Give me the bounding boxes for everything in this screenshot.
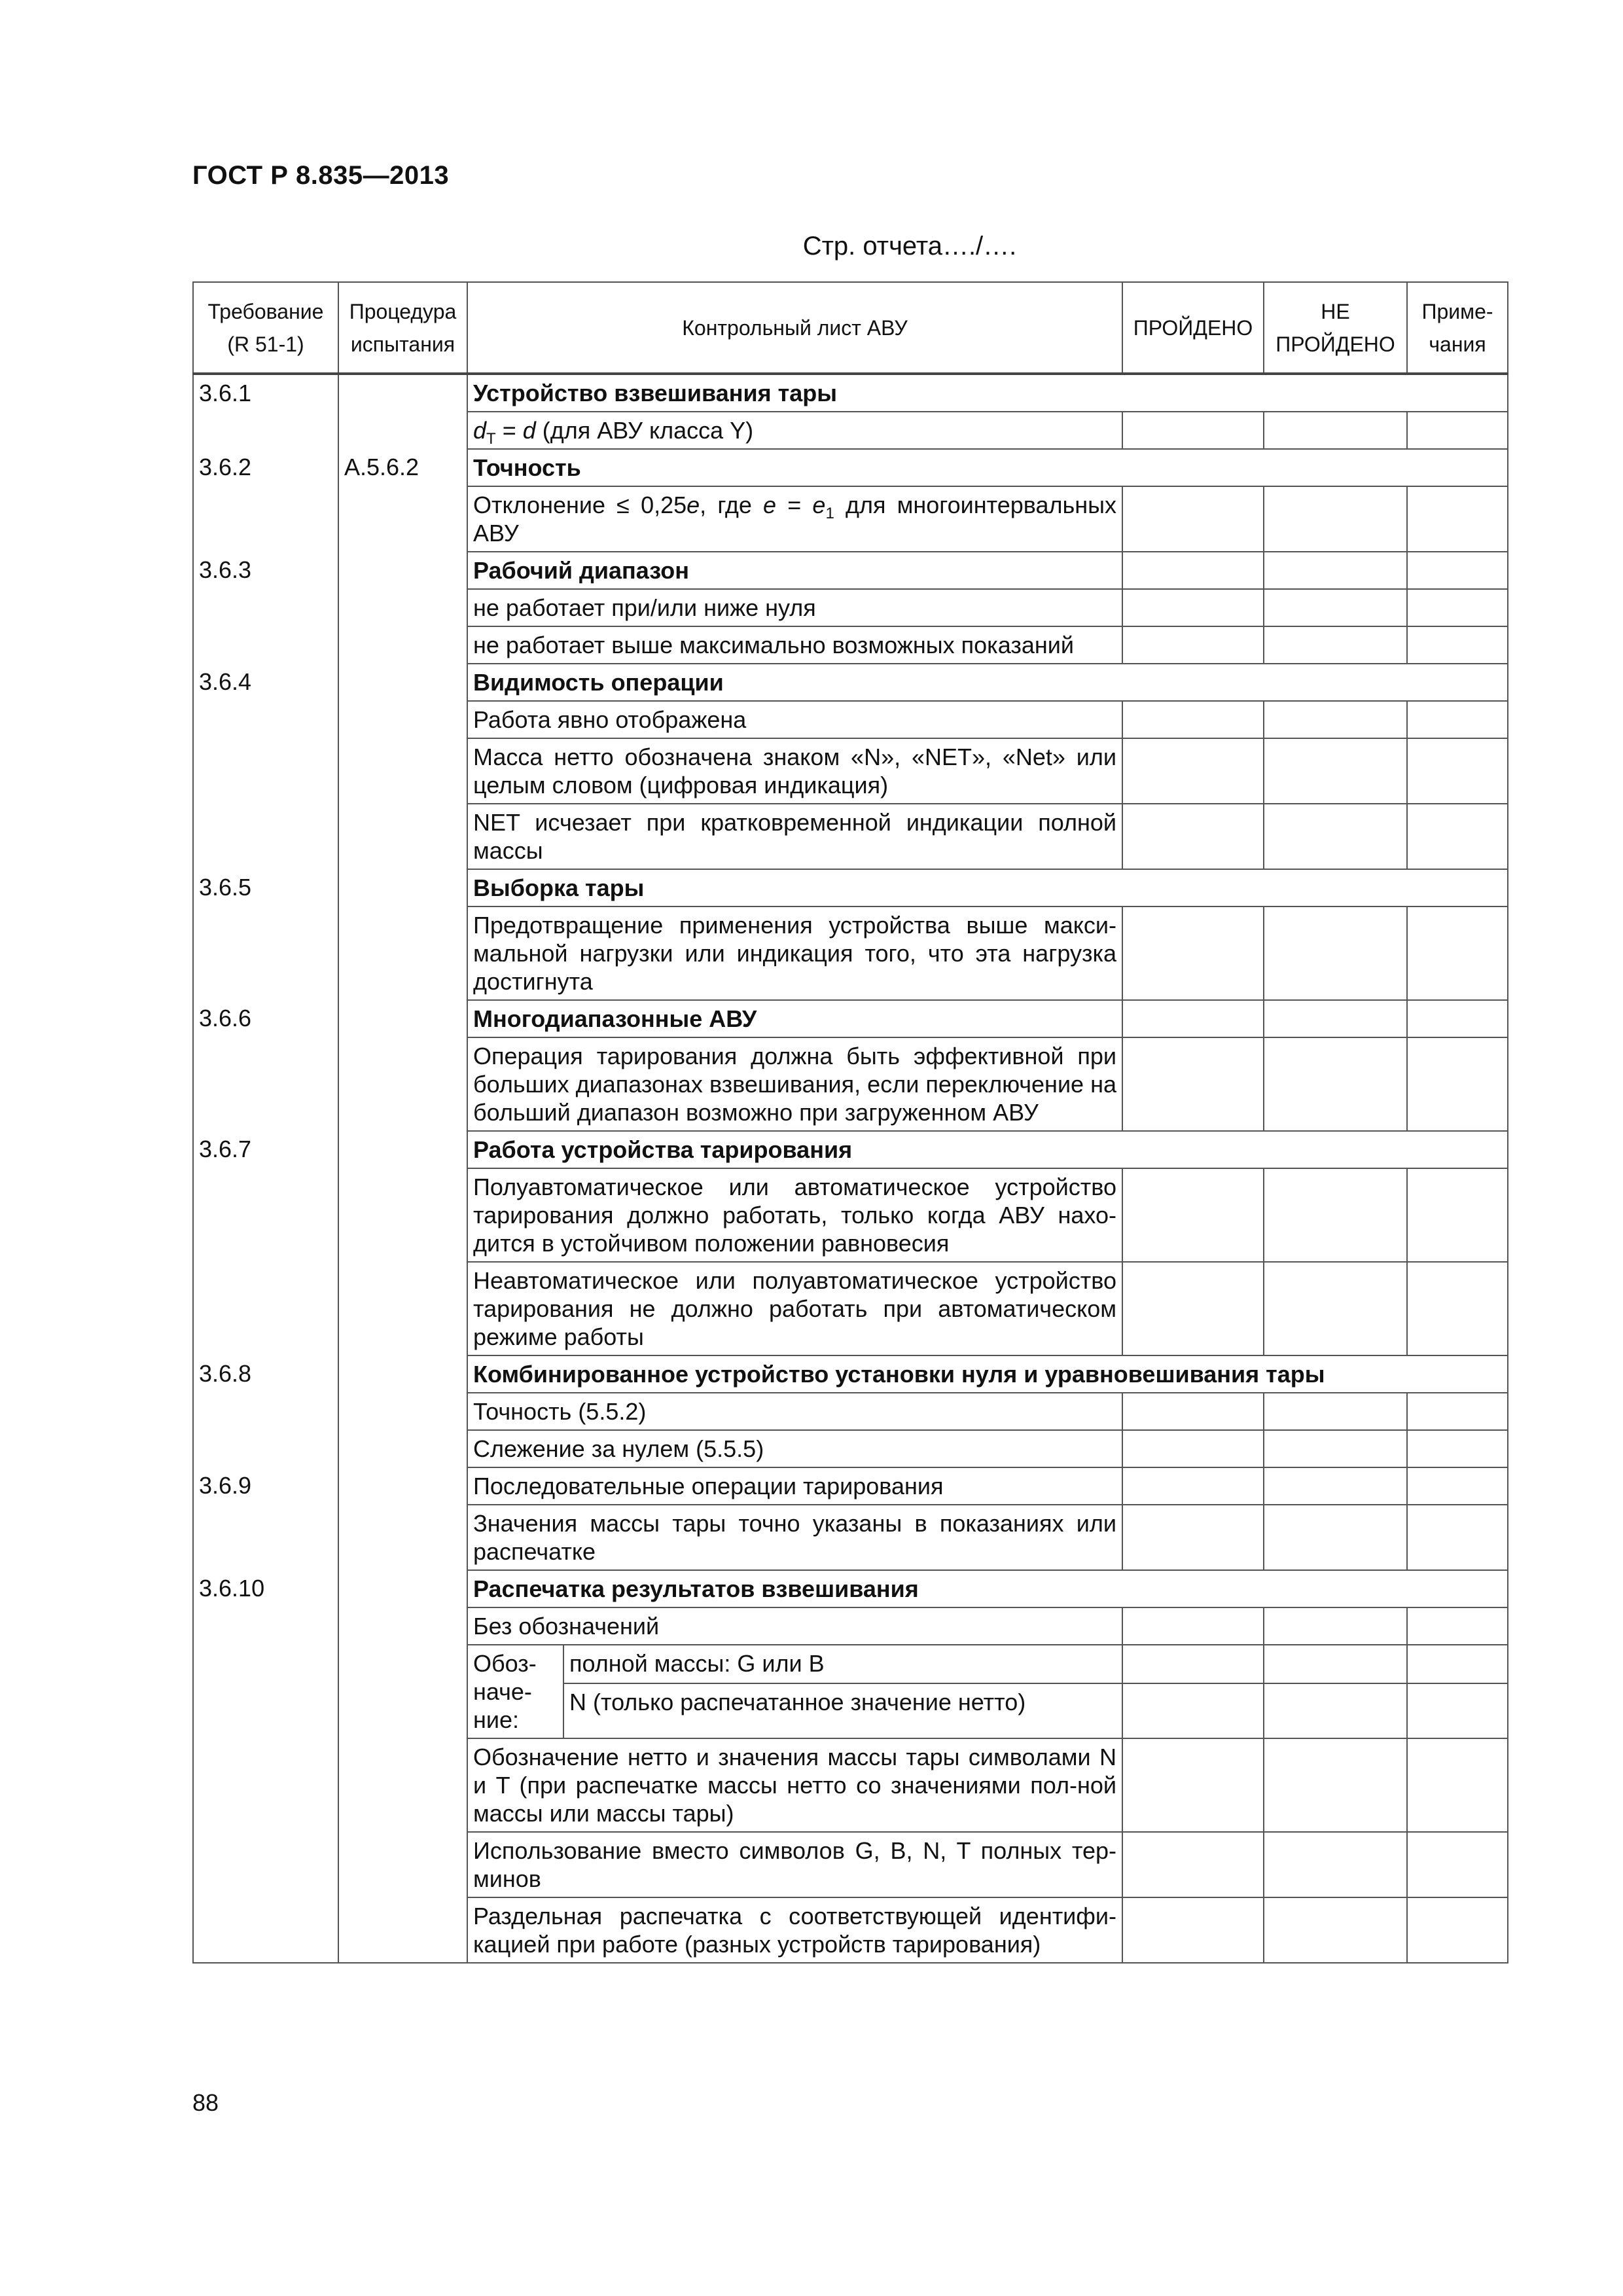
section-heading: Распечатка результатов взвешивания [467, 1570, 1508, 1607]
checklist-item: Последовательные операции тарирования [467, 1467, 1122, 1505]
notes-cell[interactable] [1407, 1000, 1508, 1037]
not-passed-checkbox[interactable] [1264, 701, 1407, 738]
checklist-item: $d_Т = d$ (для АВУ класса Y) [467, 412, 1122, 449]
passed-checkbox[interactable] [1122, 1393, 1264, 1430]
table-row [193, 1262, 1508, 1355]
not-passed-checkbox[interactable] [1264, 1037, 1407, 1131]
checklist-item: Раздельная распечатка с соответствующей идентифи-кацией при работе (разных устройств тарирования) [467, 1897, 1122, 1963]
notes-cell[interactable] [1407, 1607, 1508, 1645]
checklist-item: Обозначение нетто и значения массы тары символами N и T (при распечатке массы нетто со значениями пол-ной массы или массы тары) [467, 1738, 1122, 1832]
passed-checkbox[interactable] [1122, 1738, 1264, 1832]
table-row [193, 1000, 1508, 1037]
passed-checkbox[interactable] [1122, 1037, 1264, 1131]
passed-checkbox[interactable] [1122, 626, 1264, 664]
table-row [193, 1168, 1508, 1262]
requirement-cell: 3.6.10 [193, 1570, 338, 1607]
notes-cell[interactable] [1407, 804, 1508, 869]
checklist-item: не работает при/или ниже нуля [467, 589, 1122, 626]
requirement-cell: 3.6.2 [193, 449, 338, 486]
table-row [193, 1570, 1508, 1607]
passed-checkbox[interactable] [1122, 701, 1264, 738]
passed-checkbox[interactable] [1122, 412, 1264, 449]
procedure-cell [338, 374, 467, 412]
notes-cell[interactable] [1407, 1897, 1508, 1963]
notes-cell[interactable] [1407, 1832, 1508, 1897]
notes-cell[interactable] [1407, 1683, 1508, 1738]
procedure-cell: A.5.6.2 [338, 449, 467, 486]
not-passed-checkbox[interactable] [1264, 1430, 1407, 1467]
section-heading: Видимость операции [467, 664, 1508, 701]
notes-cell[interactable] [1407, 412, 1508, 449]
checklist-item: Значения массы тары точно указаны в показаниях или распечатке [467, 1505, 1122, 1570]
col-header-not-passed: НЕ ПРОЙДЕНО [1264, 282, 1407, 374]
not-passed-checkbox[interactable] [1264, 1897, 1407, 1963]
section-heading: Рабочий диапазон [467, 552, 1122, 589]
not-passed-checkbox[interactable] [1264, 552, 1407, 589]
table-row [193, 738, 1508, 804]
table-row [193, 906, 1508, 1000]
not-passed-checkbox[interactable] [1264, 1262, 1407, 1355]
col-header-requirement: Требование (R 51-1) [193, 282, 338, 374]
not-passed-checkbox[interactable] [1264, 1467, 1407, 1505]
passed-checkbox[interactable] [1122, 1897, 1264, 1963]
table-row [193, 1355, 1508, 1393]
checklist-item: Масса нетто обозначена знаком «N», «NET», «Net» или целым словом (цифровая индикация) [467, 738, 1122, 804]
page-number: 88 [192, 2089, 219, 2116]
table-row [193, 1467, 1508, 1505]
table-row [193, 449, 1508, 486]
designation-label: Обоз-наче-ние: [467, 1645, 563, 1738]
passed-checkbox[interactable] [1122, 1645, 1264, 1683]
requirement-cell: 3.6.1 [193, 374, 338, 412]
section-heading: Точность [467, 449, 1508, 486]
requirement-cell: 3.6.6 [193, 1000, 338, 1037]
not-passed-checkbox[interactable] [1264, 1832, 1407, 1897]
not-passed-checkbox[interactable] [1264, 906, 1407, 1000]
requirement-cell: 3.6.8 [193, 1355, 338, 1393]
table-row [193, 869, 1508, 906]
col-header-notes: Приме-чания [1407, 282, 1508, 374]
not-passed-checkbox[interactable] [1264, 412, 1407, 449]
report-page-counter: Стр. отчета…./…. [802, 232, 1017, 260]
table-row [193, 412, 1508, 449]
checklist-item: Предотвращение применения устройства выше макси-мальной нагрузки или индикация того, что эта нагрузка достигнута [467, 906, 1122, 1000]
checklist-item: Точность (5.5.2) [467, 1393, 1122, 1430]
document-title: ГОСТ Р 8.835—2013 [192, 161, 450, 190]
checklist-item: полной массы: G или B [563, 1645, 1122, 1683]
notes-cell[interactable] [1407, 1430, 1508, 1467]
passed-checkbox[interactable] [1122, 1607, 1264, 1645]
notes-cell[interactable] [1407, 738, 1508, 804]
checklist-item: N (только распечатанное значение нетто) [563, 1683, 1122, 1738]
passed-checkbox[interactable] [1122, 1262, 1264, 1355]
notes-cell[interactable] [1407, 701, 1508, 738]
checklist-item: не работает выше максимально возможных показаний [467, 626, 1122, 664]
passed-checkbox[interactable] [1122, 1430, 1264, 1467]
table-row [193, 1683, 1508, 1738]
passed-checkbox[interactable] [1122, 804, 1264, 869]
table-row [193, 626, 1508, 664]
passed-checkbox[interactable] [1122, 1168, 1264, 1262]
notes-cell[interactable] [1407, 589, 1508, 626]
notes-cell[interactable] [1407, 1393, 1508, 1430]
table-row [193, 1393, 1508, 1430]
section-heading: Устройство взвешивания тары [467, 374, 1508, 412]
notes-cell[interactable] [1407, 906, 1508, 1000]
checklist-item: Полуавтоматическое или автоматическое устройство тарирования должно работать, только когда АВУ нахо-дится в устойчивом положении равновесия [467, 1168, 1122, 1262]
not-passed-checkbox[interactable] [1264, 626, 1407, 664]
not-passed-checkbox[interactable] [1264, 738, 1407, 804]
passed-checkbox[interactable] [1122, 738, 1264, 804]
passed-checkbox[interactable] [1122, 552, 1264, 589]
passed-checkbox[interactable] [1122, 486, 1264, 552]
requirement-cell: 3.6.5 [193, 869, 338, 906]
not-passed-checkbox[interactable] [1264, 1738, 1407, 1832]
notes-cell[interactable] [1407, 1467, 1508, 1505]
notes-cell[interactable] [1407, 486, 1508, 552]
checklist-item: Использование вместо символов G, B, N, T полных тер-минов [467, 1832, 1122, 1897]
not-passed-checkbox[interactable] [1264, 1505, 1407, 1570]
checklist-item: NET исчезает при кратковременной индикации полной массы [467, 804, 1122, 869]
passed-checkbox[interactable] [1122, 589, 1264, 626]
requirement-cell: 3.6.9 [193, 1467, 338, 1505]
header-row [193, 282, 1508, 374]
not-passed-checkbox[interactable] [1264, 1393, 1407, 1430]
not-passed-checkbox[interactable] [1264, 589, 1407, 626]
table-row [193, 1832, 1508, 1897]
table-row [193, 1897, 1508, 1963]
notes-cell[interactable] [1407, 552, 1508, 589]
notes-cell[interactable] [1407, 626, 1508, 664]
not-passed-checkbox[interactable] [1264, 1645, 1407, 1683]
passed-checkbox[interactable] [1122, 1505, 1264, 1570]
section-heading: Многодиапазонные АВУ [467, 1000, 1122, 1037]
checklist-item: Операция тарирования должна быть эффективной при больших диапазонах взвешивания, если переключение на больший диапазон возможно при загруженном АВУ [467, 1037, 1122, 1131]
not-passed-checkbox[interactable] [1264, 1000, 1407, 1037]
passed-checkbox[interactable] [1122, 1683, 1264, 1738]
not-passed-checkbox[interactable] [1264, 1683, 1407, 1738]
passed-checkbox[interactable] [1122, 1000, 1264, 1037]
table-row [193, 1131, 1508, 1168]
checklist-table [192, 281, 1508, 1964]
passed-checkbox[interactable] [1122, 906, 1264, 1000]
requirement-cell: 3.6.7 [193, 1131, 338, 1168]
notes-cell[interactable] [1407, 1037, 1508, 1131]
passed-checkbox[interactable] [1122, 1467, 1264, 1505]
table-row [193, 701, 1508, 738]
passed-checkbox[interactable] [1122, 1832, 1264, 1897]
checklist-item: Неавтоматическое или полуавтоматическое устройство тарирования не должно работать при автоматическом режиме работы [467, 1262, 1122, 1355]
table-row [193, 552, 1508, 589]
table-row [193, 804, 1508, 869]
col-header-procedure: Процедура испытания [338, 282, 467, 374]
section-heading: Работа устройства тарирования [467, 1131, 1508, 1168]
requirement-cell: 3.6.3 [193, 552, 338, 589]
table-row [193, 1430, 1508, 1467]
checklist-item: Слежение за нулем (5.5.5) [467, 1430, 1122, 1467]
table-row [193, 1738, 1508, 1832]
table-row [193, 664, 1508, 701]
col-header-passed: ПРОЙДЕНО [1122, 282, 1264, 374]
table-row [193, 1607, 1508, 1645]
notes-cell[interactable] [1407, 1505, 1508, 1570]
col-header-checklist: Контрольный лист АВУ [467, 282, 1122, 374]
not-passed-checkbox[interactable] [1264, 804, 1407, 869]
notes-cell[interactable] [1407, 1262, 1508, 1355]
section-heading: Выборка тары [467, 869, 1508, 906]
not-passed-checkbox[interactable] [1264, 1607, 1407, 1645]
checklist-item: Без обозначений [467, 1607, 1122, 1645]
table-row [193, 374, 1508, 412]
checklist-item: Отклонение ≤ 0,25e, где $e = e_1$ для многоинтервальных АВУ [467, 486, 1122, 552]
notes-cell[interactable] [1407, 1168, 1508, 1262]
table-row [193, 1505, 1508, 1570]
not-passed-checkbox[interactable] [1264, 1168, 1407, 1262]
table-row [193, 486, 1508, 552]
table-row [193, 1037, 1508, 1131]
table-row [193, 589, 1508, 626]
notes-cell[interactable] [1407, 1645, 1508, 1683]
section-heading: Комбинированное устройство установки нуля и уравновешивания тары [467, 1355, 1508, 1393]
checklist-item: Работа явно отображена [467, 701, 1122, 738]
requirement-cell: 3.6.4 [193, 664, 338, 701]
notes-cell[interactable] [1407, 1738, 1508, 1832]
not-passed-checkbox[interactable] [1264, 486, 1407, 552]
table-row [193, 1645, 1508, 1683]
